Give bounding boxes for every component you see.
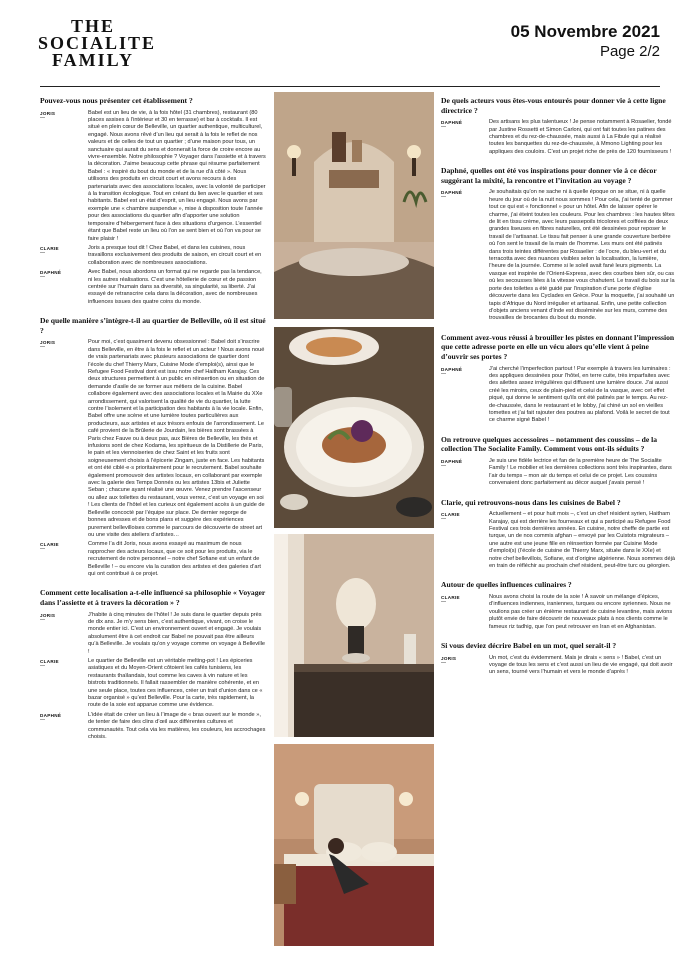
answer-row bbox=[40, 269, 266, 306]
speaker-label bbox=[441, 511, 489, 570]
speaker-label bbox=[441, 189, 489, 322]
speaker-name: CLARIE bbox=[40, 542, 59, 548]
answer-text: Comme l’a dit Joris, nous avons essayé au maximum de nous rapprocher des acteurs locaux, que ce soit pour les produits, via le recrutement de notre personnel – notre chef Sofiane est un enfant de Belleville ! – ou encore via la curation des artistes et des galeries d’art qui ont contribué à ce projet. bbox=[88, 541, 261, 577]
answer-row bbox=[441, 189, 675, 322]
speaker-name: DAPHNÉ bbox=[40, 712, 62, 718]
right-text-column bbox=[441, 96, 675, 687]
section-question: On retrouve quelques accessoires – notamment des coussins – de la collection The Socialite Family. Comment vous ont-ils séduits ? bbox=[441, 434, 658, 454]
answer-text: J’ai cherché l’imperfection partout ! Par exemple à travers les luminaires : des appliques dessinées pour l’hôtel, en terre cuite, très imparfaites avec des ailettes assez irrégulières qui diffusent une lumière douce. J’ai aussi créé les miroirs, ceux de plain-pied et celui de la vasque, avec cet effet piqué, qui donne le sentiment qu’ils ont été patinés par le temps. Au rez-de-chaussée, dans le restaurant et le lobby, j’ai chiné un sol en vieilles tomettes et j’ai fait rajouter des poutres au plafond. Voilà le secret de tout ce charme signé Babel ! bbox=[489, 365, 671, 424]
section-question: Autour de quelles influences culinaires ? bbox=[441, 580, 572, 590]
speaker-label bbox=[40, 541, 88, 578]
logo-line-3: FAMILY bbox=[51, 50, 134, 70]
answer-row bbox=[441, 594, 675, 631]
answer-text: Je souhaitais qu’on ne sache ni à quelle époque on se situe, ni à quelle heure du jour où de la nuit nous sommes ! Pour cela, j’ai tenté de gommer tout ce qui est « fonctionnel » pour un hôtel. Afin de laisser opérer le charme, j’ai éteint toutes les couleurs. Pour les chambres : les hautes têtes de lit en tissu crème, avec leurs passepoils tricolores et coiffées de deux grandes liseuses en fibres naturelles, ont été dessinées pour reposer le travail de l’artisanat. Le tissu fait penser à une grande couverture berbère où l’on sent le travail de la main de l’homme. Les murs ont été patinés dans trois teintes différentes par Rosaelier : de l’ocre, du bleu-vert et du terracotta avec des nuances visibles selon la localisation, la lumière, l’heure de la journée. Comme si le soleil avait fané leurs pigments. La vasque est inspirée de l’Orient-Express, avec des courbes bien sûr, ou cas où les secousses liées à la vitesse vous chahutent. Le travail du bois sur la porte des toilettes a été guidé par l’inspiration d’une porte d’église découverte dans les Cyclades en Grèce. Pour la moquette, j’ai souhaité un tapis d’Afrique du Nord irrégulier et artisanal. Enfin, une petite collection d’objets anciens venant d’Inde est disséminée sur les murs, comme des trouvailles de brocantes du bout du monde. bbox=[489, 189, 675, 322]
speaker-label bbox=[441, 119, 489, 156]
speaker-name: CLARIE bbox=[40, 658, 59, 664]
answer-text: Joris a presque tout dit ! Chez Babel, et dans les cuisines, nous travaillons exclusivement des produits de saison, en circuit court et en collaboration avec de nombreuses associations. bbox=[88, 244, 262, 266]
section-spacer bbox=[441, 633, 675, 641]
section-spacer bbox=[40, 743, 266, 751]
section-spacer bbox=[441, 572, 675, 580]
answer-text: Pour moi, c’est quasiment devenu obsessionnel : Babel doit s’inscrire dans Belleville, en être à la fois le reflet et un acteur ! Nous avons noué de vrais partenariats avec plusieurs associations de quartier dont l’école du chef Thierry Marx, Cuisine Mode d’emploi(s), ainsi que le Refugee Food Festival dont est issu notre chef Haitham Karajay. Ces deux structures permettent à un public en réinsertion ou en situation de demande d’asile de se former aux métiers de la cuisine. Babel collabore également avec des associations locales et la Mairie du XXe arrondissement, qui valorisent la qualité de vie du quartier, la lutte contre l’isolement et la participation des habitants à la vie locale. Enfin, Babel offre une scène et une lumière toutes particulières aux producteurs, aux artistes et aux trésors enfouis de l’arrondissement. Le café provient de la Brûlerie de Jourdain, les bières sont brassées à Paris chez Fauve ou à deux pas, aux Bières de Belleville, les thés et infusions sont de chez Kodama, les spiritueux de la Distillerie de Paris, le pain et les viennoiseries de chez Saint et les fruits sont soigneusement choisis à l’épicerie Zingam, juste en face. Les habitants et ont été ciblé·e·s prioritairement pour le recrutement. Babel souhaite également promouvoir des artistes locaux, en collaborant par exemple avec la galerie des Temps Donnés ou les artistes 13bis et Juliette Seban ; chacune ayant réalisé une œuvre. Venez prendre l’ascenseur ou allez aux toilettes du restaurant, vous verrez, c’est un voyage en soi ! Les clients de l’hôtel et les curieux ont également accès à un guide de Belleville concocté par l’équipe sur place. De dernier regorge de bonnes adresses et de bons plans et suggère des expériences purement bellevilloises comme le parcours de découverte de street art ou une visite des ateliers d’artistes… bbox=[88, 339, 265, 538]
speaker-label bbox=[40, 245, 88, 267]
answer-text: Nous avons choisi la route de la soie ! À savoir un mélange d’épices, d’influences indiennes, iraniennes, turques ou encore syriennes. Nous ne voulions pas créer un énième restaurant de cuisine levantine, mais avions plutôt envie de faire découvrir de nouveaux plats à nos clients comme le fameux riz tadhig, que l’on peut retrouver en Iran et en Afghanistan. bbox=[489, 594, 673, 630]
answer-row bbox=[441, 366, 675, 425]
section-question: Comment avez-vous réussi à brouiller les pistes en donnant l’impression que cette adresse porte en elle un vécu alors qu’elle vient à peine d’ouvrir ses portes ? bbox=[441, 332, 675, 361]
speaker-dash: — bbox=[441, 659, 447, 666]
section-spacer bbox=[40, 580, 266, 588]
speaker-dash: — bbox=[40, 114, 46, 121]
answer-row bbox=[40, 612, 266, 656]
section-question: Pouvez-vous nous présenter cet établissement ? bbox=[40, 96, 193, 105]
speaker-dash: — bbox=[441, 370, 447, 377]
speaker-dash: — bbox=[40, 546, 46, 553]
speaker-name: DAPHNÉ bbox=[441, 366, 463, 372]
answer-row bbox=[40, 245, 266, 267]
answer-text: L’idée était de créer un lieu à l’image de « bras ouvert sur le monde », de tenter de faire des clins d’œil aux différentes cultures et communautés. Tout cela via les matières, les couleurs, les accrochages choisis. bbox=[88, 711, 266, 741]
speaker-dash: — bbox=[40, 344, 46, 351]
left-text-column bbox=[40, 96, 266, 751]
answer-text: Un mot, c’est du évidemment. Mais je dirais « sens » ! Babel, c’est un voyage de tous les sens et c’est aussi un lieu de vie engagé, qui doit avoir un sens, tourné vers l’humain et vers le monde d’après ! bbox=[489, 654, 673, 676]
answer-text: Avec Babel, nous abordons un format qui ne regarde pas la tendance, ni les autres réalisations. C’est une hôtellerie de cœur et de passion centrée sur l’humain dans sa diversité, sa singularité, sa liberté. J’ai essayé de retranscrire cela dans la décoration, avec de nombreuses influences issues des quatre coins du monde. bbox=[88, 269, 262, 305]
speaker-dash: — bbox=[40, 716, 46, 723]
photo-bedside-lamp bbox=[274, 534, 434, 737]
section-question: Clarie, qui retrouvons-nous dans les cuisines de Babel ? bbox=[441, 497, 621, 507]
speaker-dash: — bbox=[40, 274, 46, 281]
speaker-label bbox=[441, 366, 489, 425]
speaker-label bbox=[40, 612, 88, 656]
answer-row bbox=[40, 110, 266, 243]
answer-row bbox=[40, 712, 266, 742]
section-question: Comment cette localisation a-t-elle influencé sa philosophie « Voyager dans l’assiette et à travers la décoration » ? bbox=[40, 588, 266, 607]
speaker-name: JORIS bbox=[40, 612, 56, 618]
logo-line-2: SOCIALITE bbox=[38, 33, 157, 53]
speaker-dash: — bbox=[40, 662, 46, 669]
speaker-name: DAPHNÉ bbox=[441, 120, 463, 126]
speaker-label bbox=[441, 458, 489, 488]
section-spacer bbox=[40, 308, 266, 316]
speaker-name: CLARIE bbox=[40, 245, 59, 251]
speaker-label bbox=[40, 658, 88, 710]
speaker-label bbox=[441, 655, 489, 677]
answer-row bbox=[40, 541, 266, 578]
section-question: De quelle manière s’intègre-t-il au quartier de Belleville, où il est situé ? bbox=[40, 316, 266, 335]
speaker-name: DAPHNÉ bbox=[40, 270, 62, 276]
speaker-label bbox=[40, 339, 88, 539]
speaker-label bbox=[40, 110, 88, 243]
photo-bedroom-guest bbox=[274, 744, 434, 946]
speaker-name: DAPHNÉ bbox=[441, 190, 463, 196]
photo-plated-dish bbox=[274, 327, 434, 528]
speaker-label bbox=[441, 594, 489, 631]
section-question: De quels acteurs vous êtes-vous entourés pour donner vie à cette ligne directrice ? bbox=[441, 96, 666, 115]
speaker-label bbox=[40, 712, 88, 742]
answer-row bbox=[441, 511, 675, 570]
answer-text: Actuellement – et pour huit mois –, c’est un chef résident syrien, Haitham Karajay, qui est derrière les fourneaux et qui a participé au Refugee Food Festival ces trois dernières années. En cuisine, notre cheffe de partie est turque, un de nos commis afghan – envoyé par les Cuistots migrateurs – une autre est une jeune fille en réinsertion formée par Cuisine Mode d’emploi(s) (l’école de cuisine de Thierry Marx, située dans le XXe) et notre chef bellevillois, Sofiane, est d’origine algérienne. Nous sommes déjà en train de réfléchir au prochain chef résident, peut-être turc ou géorgien. bbox=[489, 511, 675, 569]
speaker-label bbox=[40, 269, 88, 306]
speaker-dash: — bbox=[441, 124, 447, 131]
answer-row bbox=[40, 339, 266, 539]
section-spacer bbox=[441, 679, 675, 687]
page-number: Page 2/2 bbox=[599, 43, 660, 60]
logo bbox=[38, 16, 157, 70]
answer-row bbox=[40, 658, 266, 710]
section-question: Daphné, quelles ont été vos inspirations pour donner vie à ce décor suggérant la mixité, la rencontre et l’invitation au voyage ? bbox=[441, 166, 657, 185]
photo-bedroom-niche bbox=[274, 92, 434, 319]
speaker-name: JORIS bbox=[40, 340, 56, 346]
speaker-name: JORIS bbox=[441, 655, 457, 661]
speaker-dash: — bbox=[441, 599, 447, 605]
speaker-name: CLARIE bbox=[441, 512, 460, 518]
section-spacer bbox=[441, 427, 675, 435]
speaker-name: DAPHNÉ bbox=[441, 458, 463, 464]
answer-text: Babel est un lieu de vie, à la fois hôtel (31 chambres), restaurant (80 places assises à l’intérieur et 30 en terrasse) et bar à cocktails. Il est situé en plein cœur de Belleville, un quartier authentique, multiculturel, engagé. Nous avons rêvé d’un lieu qui serait à la fois le reflet de nos valeurs et de celles de tout un quartier ; d’une maison pour tous, un sanctuaire qui aurait du sens et donnerait la force de croire encore au vivre-ensemble. Notre philosophie ? Voyager dans l’assiette et à travers la décoration. J’aime beaucoup cette phrase qui résume parfaitement Babel : « inspiré du bout du monde et de la rue d’à côté ». Nous utilisons des produits en circuit court et avons recours à des partenariats avec des associations locales, avec la volonté de participer à la transition écologique. Tout en créant du lien avec le quartier et ses habitants. Babel est un état d’esprit, un lieu engagé. Nous avons par exemple une « chambre suspendue », mise à disposition toute l’année pour des associations du quartier afin d’apporter une solution temporaire d’hébergement face à des situations d’urgence. L’essentiel étant que Babel reste un lieu où l’on se sent bien et où l’on va pour se faire plaisir ! bbox=[88, 109, 266, 242]
speaker-dash: — bbox=[40, 249, 46, 256]
answer-row bbox=[441, 458, 675, 488]
answer-text: Des artisans les plus talentueux ! Je pense notamment à Rosaelier, fondé par Justine Rossetti et Simon Carloni, qui ont fait toutes les patines des chambres et du rez-de-chaussée, mais aussi à La Fibule qui a réalisé toutes les banquettes du rez-de-chaussée, à Mmono Lighting pour les appliques des couloirs. C’est un projet riche de près de 120 fournisseurs ! bbox=[489, 119, 672, 155]
section-spacer bbox=[441, 490, 675, 498]
logo-line-1: THE bbox=[70, 16, 115, 36]
issue-date: 05 Novembre 2021 bbox=[510, 22, 660, 41]
speaker-name: CLARIE bbox=[441, 595, 460, 600]
speaker-dash: — bbox=[441, 194, 447, 201]
answer-text: J’habite à cinq minutes de l’hôtel ! Je suis dans le quartier depuis près de dix ans. Je m’y sens bien, c’est authentique, vivant, on croise le monde entier ici. C’est un environnement ouvert et engagé. Je voulais absolument être à cet endroit car Babel ne pouvait pas être ailleurs qu’à Belleville. Je voulais qu’on y voyage comme on voyage à Belleville ! bbox=[88, 611, 265, 655]
answer-text: Je suis une fidèle lectrice et fan de la première heure de The Socialite Family ! Le mobilier et les dernières collections sont très inspirantes, dans l’air du temps – mon air du temps et celui de ce projet. Les coussins convenaient donc parfaitement au décor auquel j’avais pensé ! bbox=[489, 457, 672, 487]
speaker-name: JORIS bbox=[40, 110, 56, 116]
section-question: Si vous deviez décrire Babel en un mot, quel serait-il ? bbox=[441, 641, 617, 651]
section-spacer bbox=[441, 158, 675, 166]
speaker-dash: — bbox=[441, 516, 447, 523]
speaker-dash: — bbox=[40, 616, 46, 623]
answer-row bbox=[441, 655, 675, 677]
answer-text: Le quartier de Belleville est un véritable melting-pot ! Les épiceries asiatiques et du Moyen-Orient côtoient les cafés tunisiens, les restaurants thaïlandais, tout comme les caves à vin nature et les bistrots traditionnels. Il fallait rassembler de manière cohérente, et en une seule place, toutes ces influences, créer un trait d’union dans ce « bazar organisé » qu’est Belleville. Pour la carte, très rapidement, la route de la soie est apparue comme une évidence. bbox=[88, 657, 263, 709]
header-divider bbox=[40, 86, 660, 87]
answer-row bbox=[441, 119, 675, 156]
speaker-dash: — bbox=[441, 462, 447, 469]
section-spacer bbox=[441, 325, 675, 333]
